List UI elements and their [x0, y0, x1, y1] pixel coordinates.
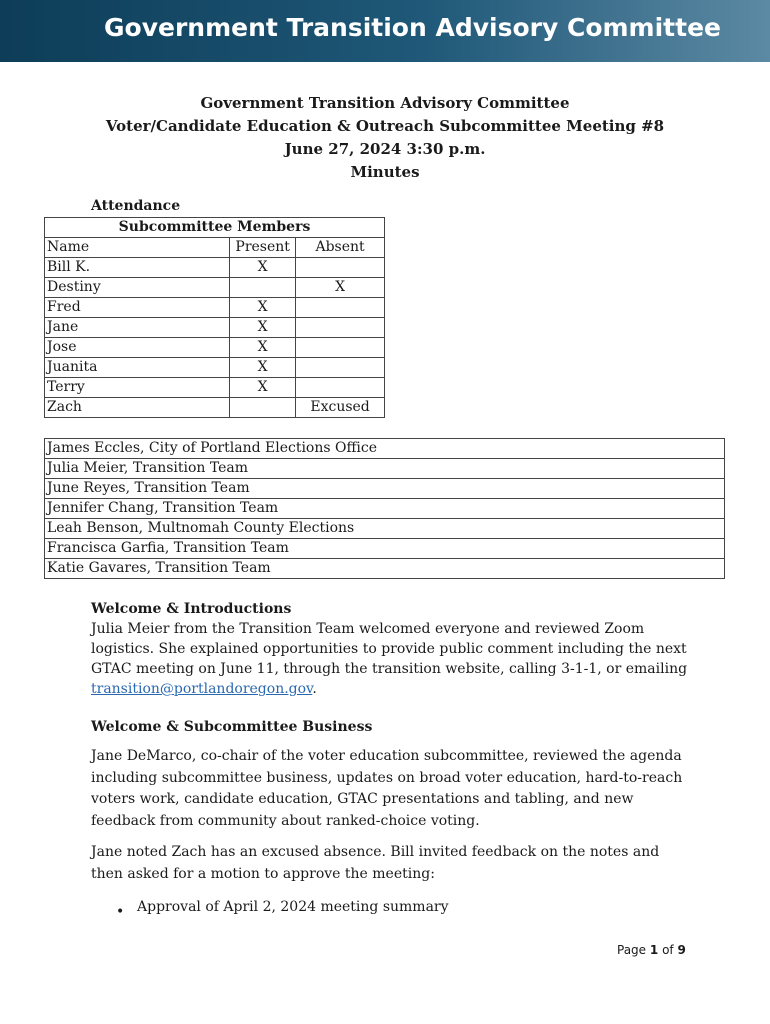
member-name: Terry [45, 378, 230, 398]
welcome-heading: Welcome & Introductions [91, 601, 292, 617]
guest-entry: Katie Gavares, Transition Team [45, 559, 725, 579]
member-absent [296, 318, 385, 338]
members-table-caption: Subcommittee Members [45, 218, 385, 238]
guest-entry: Francisca Garfia, Transition Team [45, 539, 725, 559]
member-name: Fred [45, 298, 230, 318]
member-absent [296, 358, 385, 378]
document-type: Minutes [350, 163, 420, 181]
members-table-header [45, 238, 385, 258]
member-name: Zach [45, 398, 230, 418]
banner-title: Government Transition Advisory Committee [104, 13, 721, 42]
member-present [230, 398, 296, 418]
table-row [45, 439, 725, 459]
member-name: Destiny [45, 278, 230, 298]
welcome-text: Julia Meier from the Transition Team welcomed everyone and reviewed Zoom logistics. She explained opportunities to provide public comment including the next GTAC meeting on June 11, through the transition website, calling 3-1-1, or emailing [91, 621, 688, 677]
member-absent [296, 338, 385, 358]
table-row [45, 459, 725, 479]
member-present [230, 278, 296, 298]
column-header-present: Present [230, 238, 296, 258]
member-name: Jose [45, 338, 230, 358]
header-banner [0, 0, 770, 62]
guest-entry: James Eccles, City of Portland Elections Office [45, 439, 725, 459]
guest-entry: Jennifer Chang, Transition Team [45, 499, 725, 519]
table-row [45, 559, 725, 579]
member-present: X [230, 378, 296, 398]
member-present: X [230, 298, 296, 318]
table-row [45, 539, 725, 559]
member-present: X [230, 318, 296, 338]
table-row [45, 398, 385, 418]
table-row [45, 318, 385, 338]
bullet-icon: • [116, 904, 125, 920]
table-row [45, 278, 385, 298]
meeting-title: Voter/Candidate Education & Outreach Subcommittee Meeting #8 [105, 117, 665, 135]
member-absent [296, 378, 385, 398]
guest-entry: June Reyes, Transition Team [45, 479, 725, 499]
table-row [45, 338, 385, 358]
member-absent [296, 298, 385, 318]
table-row [45, 499, 725, 519]
member-present: X [230, 358, 296, 378]
member-present: X [230, 258, 296, 278]
member-name: Bill K. [45, 258, 230, 278]
attendance-heading: Attendance [91, 198, 181, 214]
members-table [44, 217, 385, 418]
email-link[interactable]: transition@portlandoregon.gov [91, 681, 313, 697]
page-current: 1 [649, 943, 659, 957]
welcome-end: . [312, 681, 317, 697]
member-absent [296, 258, 385, 278]
meeting-date: June 27, 2024 3:30 p.m. [284, 140, 486, 158]
column-header-absent: Absent [296, 238, 385, 258]
page-word: Page [617, 943, 647, 957]
guests-table [44, 438, 725, 579]
welcome-paragraph [91, 619, 691, 699]
business-paragraph-1: Jane DeMarco, co-chair of the voter education subcommittee, reviewed the agenda including subcommittee business, updates on broad voter education, hard-to-reach voters work, candidate education, GTAC presentations and tabling, and new feedback from community about ranked-choice voting. [91, 748, 683, 829]
member-absent: X [296, 278, 385, 298]
guest-entry: Leah Benson, Multnomah County Elections [45, 519, 725, 539]
table-row [45, 519, 725, 539]
business-heading: Welcome & Subcommittee Business [91, 719, 373, 735]
bullet-item: Approval of April 2, 2024 meeting summary [137, 899, 449, 915]
page-number [617, 943, 686, 957]
page-of: of [662, 943, 674, 957]
member-present: X [230, 338, 296, 358]
table-row [45, 358, 385, 378]
member-name: Jane [45, 318, 230, 338]
member-name: Juanita [45, 358, 230, 378]
business-paragraph-2: Jane noted Zach has an excused absence. Bill invited feedback on the notes and then asked for a motion to approve the meeting: [91, 844, 660, 882]
column-header-name: Name [45, 238, 230, 258]
table-row [45, 258, 385, 278]
guest-entry: Julia Meier, Transition Team [45, 459, 725, 479]
table-row [45, 378, 385, 398]
committee-title: Government Transition Advisory Committee [200, 94, 570, 112]
table-row [45, 298, 385, 318]
table-row [45, 479, 725, 499]
member-absent: Excused [296, 398, 385, 418]
document-header [0, 92, 770, 184]
page-total: 9 [677, 943, 686, 957]
